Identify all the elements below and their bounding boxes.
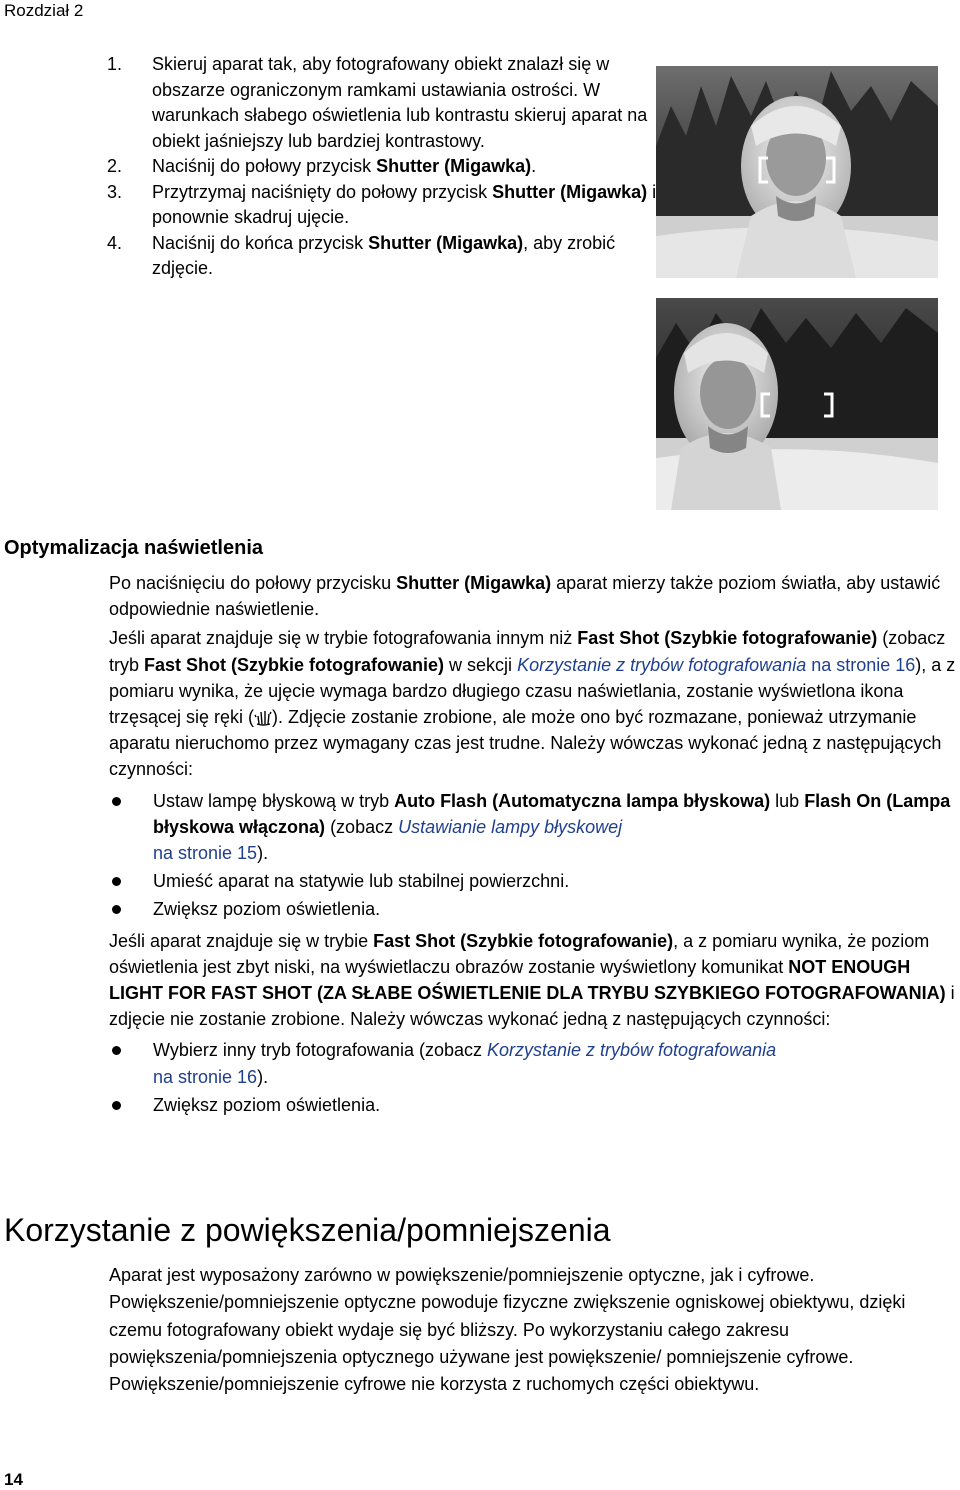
- text: Wybierz inny tryb fotografowania (zobacz: [153, 1040, 487, 1061]
- step-text: Naciśnij do połowy przycisk: [152, 156, 377, 176]
- text: Jeśli aparat znajduje się w trybie fotografowania innym niż: [109, 628, 578, 649]
- text: lub: [770, 790, 805, 811]
- text: (zobacz tryb: [109, 628, 946, 675]
- text: Umieść aparat na statywie lub stabilnej powierzchni.: [153, 871, 570, 892]
- bullet-list: [109, 788, 959, 923]
- link-text: Korzystanie z trybów fotografowania: [486, 1040, 777, 1061]
- link-page: na stronie 15: [153, 843, 258, 864]
- step-text: , aby zrobić zdjęcie.: [152, 232, 616, 278]
- step-bold: Shutter (Migawka): [492, 181, 648, 202]
- step-number: 2.: [107, 156, 123, 176]
- text: Po naciśnięciu do połowy przycisku: [109, 573, 397, 593]
- photo-unfocused-subject: [656, 298, 938, 510]
- bold-text: Shutter (Migawka): [396, 573, 552, 593]
- chapter-header: Rozdział 2: [4, 1, 84, 20]
- text: aparat mierzy także poziom światła, aby ustawić odpowiednie naświetlenie.: [109, 573, 941, 620]
- text: ). Zdjęcie zostanie zrobione, ale może ono być rozmazane, ponieważ utrzymanie aparatu nieruchomo przez wymagany czas jest trudne. Należy wówczas wykonać jedną z następujących czynności:: [109, 707, 942, 780]
- page-number: 14: [4, 1470, 23, 1489]
- list-item: [109, 1092, 959, 1118]
- text: Zwiększ poziom oświetlenia.: [153, 899, 381, 920]
- paragraph: [109, 570, 959, 622]
- text: w sekcji: [444, 654, 518, 675]
- bullet-icon: [112, 797, 121, 806]
- zoom-body: [109, 1262, 959, 1401]
- text: ).: [257, 843, 269, 864]
- bold-text: Auto Flash (Automatyczna lampa błyskowa): [394, 790, 771, 811]
- exposure-body: [109, 570, 959, 1123]
- step-number: 1.: [107, 54, 123, 74]
- paragraph: [109, 928, 959, 1033]
- paragraph: [109, 625, 959, 782]
- steps-list: [107, 52, 667, 282]
- link-text: Ustawianie lampy błyskowej: [398, 816, 623, 837]
- bold-text: NOT ENOUGH LIGHT FOR FAST SHOT (ZA SŁABE OŚWIETLENIE DLA TRYBU SZYBKIEGO FOTOGRAFOWANIA): [109, 956, 946, 1004]
- paragraph: Aparat jest wyposażony zarówno w powiększenie/pomniejszenie optyczne, jak i cyfrowe. Powiększenie/pomniejszenie optyczne powoduje fizyczne zwiększenie ogniskowej obiektywu, dzięki czemu fotografowany obiekt wydaje się być bliższy. Po wykorzystaniu całego zakresu powiększenia/pomniejszenia optycznego używane jest powiększenie/ pomniejszenie cyfrowe. Powiększenie/pomniejszenie cyfrowe nie korzysta z ruchomych części obiektywu.: [109, 1265, 906, 1395]
- step-item: [107, 231, 667, 282]
- photo-image: [656, 298, 938, 510]
- step-text: Przytrzymaj naciśnięty do połowy przycisk: [152, 181, 493, 202]
- section-heading-exposure: Optymalizacja naświetlenia: [4, 537, 263, 559]
- step-item: [107, 52, 667, 154]
- text: Ustaw lampę błyskową w tryb: [153, 790, 395, 811]
- step-text: Skieruj aparat tak, aby fotografowany obiekt znalazł się w obszarze ograniczonym ramkami ustawiania ostrości. W warunkach słabego oświetlenia lub kontrastu skieruj aparat na obiekt jaśniejszy lub bardziej kontrastowy.: [152, 54, 648, 151]
- step-number: 3.: [107, 181, 123, 202]
- bullet-list: [109, 1037, 959, 1118]
- link-page: na stronie 16: [153, 1066, 258, 1087]
- link-shooting-modes[interactable]: [517, 655, 915, 675]
- bold-text: Flash On (Lampa błyskowa włączona): [153, 790, 951, 837]
- step-number: 4.: [107, 232, 123, 253]
- shaking-hand-icon: [254, 708, 272, 726]
- text: Jeśli aparat znajduje się w trybie: [109, 930, 374, 951]
- list-item: [109, 896, 959, 922]
- bullet-icon: [112, 1101, 121, 1110]
- text: ), a z pomiaru wynika, że ujęcie wymaga bardzo długiego czasu naświetlania, zostanie wyświetlona ikona trzęsącej się ręki (: [109, 654, 956, 728]
- text: Zwiększ poziom oświetlenia.: [153, 1094, 381, 1115]
- step-text: i ponownie skadruj ujęcie.: [152, 181, 657, 227]
- step-bold: Shutter (Migawka): [368, 232, 524, 253]
- step-item: [107, 180, 667, 231]
- step-text: Naciśnij do końca przycisk: [152, 232, 369, 253]
- text: (zobacz: [325, 816, 399, 837]
- photo-image: [656, 66, 938, 278]
- text: ).: [257, 1066, 269, 1087]
- bullet-icon: [112, 877, 121, 886]
- bold-text: Fast Shot (Szybkie fotografowanie): [577, 628, 878, 649]
- step-bold: Shutter (Migawka): [376, 156, 532, 176]
- link-text: Korzystanie z trybów fotografowania: [517, 654, 807, 675]
- text: i zdjęcie nie zostanie zrobione. Należy wówczas wykonać jedną z następujących czynności:: [109, 983, 955, 1030]
- bullet-icon: [112, 1046, 121, 1055]
- section-heading-zoom: Korzystanie z powiększenia/pomniejszenia: [4, 1212, 611, 1248]
- photo-focused-subject: [656, 66, 938, 278]
- bold-text: Fast Shot (Szybkie fotografowanie): [144, 654, 445, 675]
- list-item: [109, 788, 959, 867]
- step-text: .: [531, 156, 537, 176]
- link-page: na stronie 16: [806, 654, 916, 675]
- bullet-icon: [112, 905, 121, 914]
- list-item: [109, 868, 959, 894]
- list-item: [109, 1037, 959, 1089]
- step-item: [107, 154, 667, 180]
- text: , a z pomiaru wynika, że poziom oświetlenia jest zbyt niski, na wyświetlaczu obrazów zostanie wyświetlony komunikat: [109, 930, 930, 977]
- bold-text: Fast Shot (Szybkie fotografowanie): [373, 930, 674, 951]
